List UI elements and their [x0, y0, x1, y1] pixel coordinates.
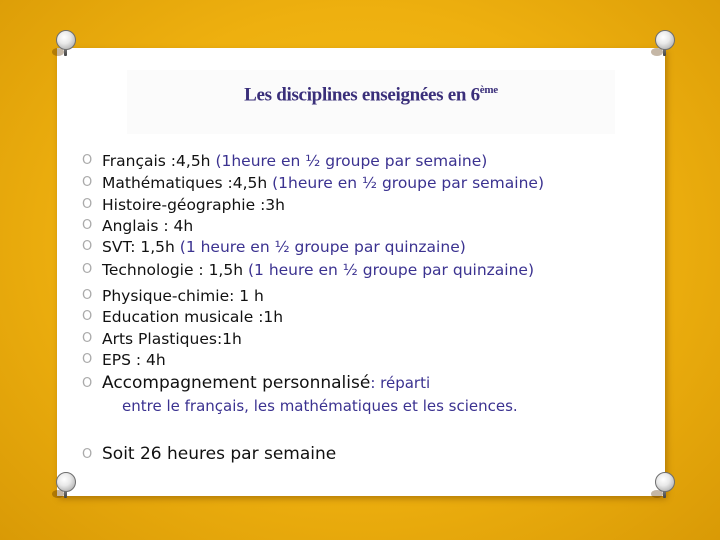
total-hours: O Soit 26 heures par semaine [82, 444, 337, 464]
bullet-icon: O [82, 352, 93, 367]
bullet-icon: O [82, 153, 93, 168]
accompagnement-subtext: entre le français, les mathématiques et les sciences. [122, 397, 518, 415]
pushpin-icon [651, 30, 677, 58]
list-item-physique-chimie: O Physique-chimie: 1 h [82, 287, 264, 305]
bullet-icon: O [82, 175, 93, 190]
list-item-education-musicale: O Education musicale :1h [82, 308, 284, 326]
list-item-histoire-geographie: O Histoire-géographie :3h [82, 196, 285, 214]
bullet-icon: O [82, 239, 93, 254]
bullet-icon: O [82, 288, 93, 303]
bullet-icon: O [82, 309, 93, 324]
bullet-icon: O [82, 262, 93, 277]
pushpin-icon [52, 30, 78, 58]
list-item-technologie: O Technologie : 1,5h (1 heure en ½ groupe par quinzaine) [82, 261, 534, 279]
bullet-icon: O [82, 331, 93, 346]
list-item-francais: O Français :4,5h (1heure en ½ groupe par semaine) [82, 152, 488, 170]
bullet-icon: O [82, 447, 93, 462]
list-item-accompagnement: O Accompagnement personnalisé: réparti [82, 373, 431, 393]
list-item-mathematiques: O Mathématiques :4,5h (1heure en ½ groupe par semaine) [82, 174, 544, 192]
bullet-icon: O [82, 376, 93, 391]
title-box [127, 70, 615, 134]
bullet-icon: O [82, 197, 93, 212]
bullet-icon: O [82, 218, 93, 233]
list-item-svt: O SVT: 1,5h (1 heure en ½ groupe par quinzaine) [82, 238, 466, 256]
list-item-arts-plastiques: O Arts Plastiques:1h [82, 330, 242, 348]
pushpin-icon [52, 472, 78, 500]
list-item-anglais: O Anglais : 4h [82, 217, 194, 235]
slide-title: Les disciplines enseignées en 6ème [244, 84, 498, 106]
pushpin-icon [651, 472, 677, 500]
list-item-eps: O EPS : 4h [82, 351, 166, 369]
